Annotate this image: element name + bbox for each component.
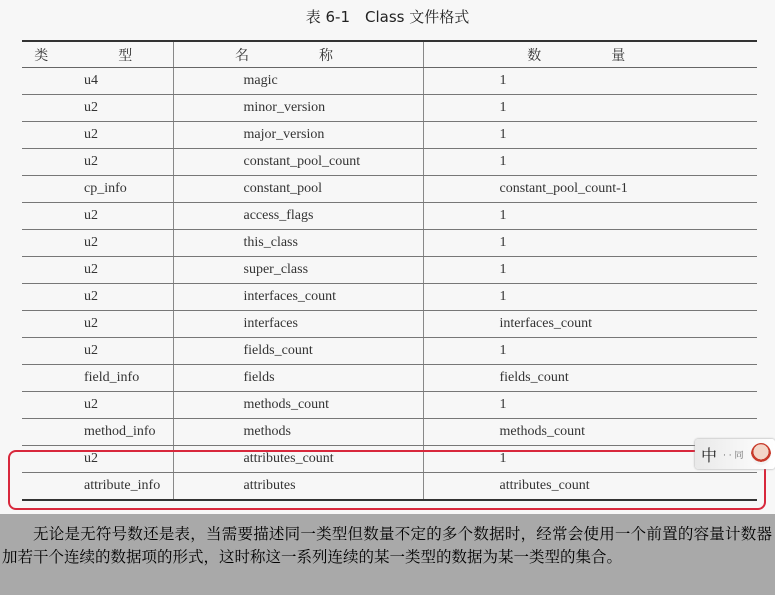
cell-count: 1 (423, 122, 757, 149)
cell-type: method_info (22, 419, 173, 446)
cell-name: attributes_count (173, 446, 423, 473)
cell-name: this_class (173, 230, 423, 257)
table-row (22, 203, 757, 230)
cell-count: 1 (423, 230, 757, 257)
table-row (22, 473, 757, 501)
cell-type: u2 (22, 122, 173, 149)
cell-type: u2 (22, 338, 173, 365)
cell-name: constant_pool (173, 176, 423, 203)
table-row (22, 446, 757, 473)
table-row (22, 176, 757, 203)
cell-count: interfaces_count (423, 311, 757, 338)
cell-count: 1 (423, 68, 757, 95)
table-caption: 表 6-1 Class 文件格式 (305, 8, 470, 26)
table-row (22, 284, 757, 311)
table-row (22, 311, 757, 338)
table-row (22, 338, 757, 365)
cell-name: major_version (173, 122, 423, 149)
cell-type: u2 (22, 230, 173, 257)
header-count: 数 量 (423, 41, 757, 68)
table-row (22, 95, 757, 122)
cell-name: fields_count (173, 338, 423, 365)
cell-name: interfaces_count (173, 284, 423, 311)
cell-count: 1 (423, 203, 757, 230)
cell-type: u2 (22, 203, 173, 230)
table-row (22, 122, 757, 149)
cell-count: 1 (423, 95, 757, 122)
cell-type: u2 (22, 284, 173, 311)
cell-count: methods_count (423, 419, 757, 446)
cell-count: 1 (423, 392, 757, 419)
header-name: 名 称 (173, 41, 423, 68)
cell-type: u2 (22, 446, 173, 473)
cell-type: u2 (22, 95, 173, 122)
table-row (22, 149, 757, 176)
cell-type: u4 (22, 68, 173, 95)
cell-name: methods_count (173, 392, 423, 419)
watermark-seal-icon (751, 443, 771, 465)
table-row (22, 365, 757, 392)
cell-name: minor_version (173, 95, 423, 122)
cell-count: 1 (423, 257, 757, 284)
header-type: 类 型 (22, 41, 173, 68)
watermark-dots: · · 同 (723, 450, 744, 461)
explanation-paragraph: 无论是无符号数还是表，当需要描述同一类型但数量不定的多个数据时，经常会使用一个前置的容量计数器加若干个连续的数据项的形式，这时称这一系列连续的某一类型的数据为某一类型的集合。 (2, 525, 772, 566)
cell-name: attributes (173, 473, 423, 501)
cell-type: u2 (22, 392, 173, 419)
cell-name: super_class (173, 257, 423, 284)
cell-count: 1 (423, 338, 757, 365)
cell-name: interfaces (173, 311, 423, 338)
cell-type: u2 (22, 311, 173, 338)
cell-name: fields (173, 365, 423, 392)
cell-type: field_info (22, 365, 173, 392)
watermark-glyph: 中 (701, 445, 718, 465)
table-row (22, 392, 757, 419)
table-row (22, 419, 757, 446)
cell-count: 1 (423, 284, 757, 311)
table-row (22, 230, 757, 257)
watermark-logo (695, 439, 775, 469)
cell-type: u2 (22, 257, 173, 284)
cell-count: 1 (423, 149, 757, 176)
cell-name: methods (173, 419, 423, 446)
cell-count: attributes_count (423, 473, 757, 501)
class-file-format-table (22, 40, 757, 501)
cell-count: 1 (423, 446, 757, 473)
table-header-row (22, 41, 757, 68)
cell-name: magic (173, 68, 423, 95)
cell-type: cp_info (22, 176, 173, 203)
cell-name: constant_pool_count (173, 149, 423, 176)
table-row (22, 257, 757, 284)
cell-name: access_flags (173, 203, 423, 230)
table-row (22, 68, 757, 95)
cell-count: constant_pool_count-1 (423, 176, 757, 203)
cell-type: attribute_info (22, 473, 173, 501)
cell-type: u2 (22, 149, 173, 176)
cell-count: fields_count (423, 365, 757, 392)
